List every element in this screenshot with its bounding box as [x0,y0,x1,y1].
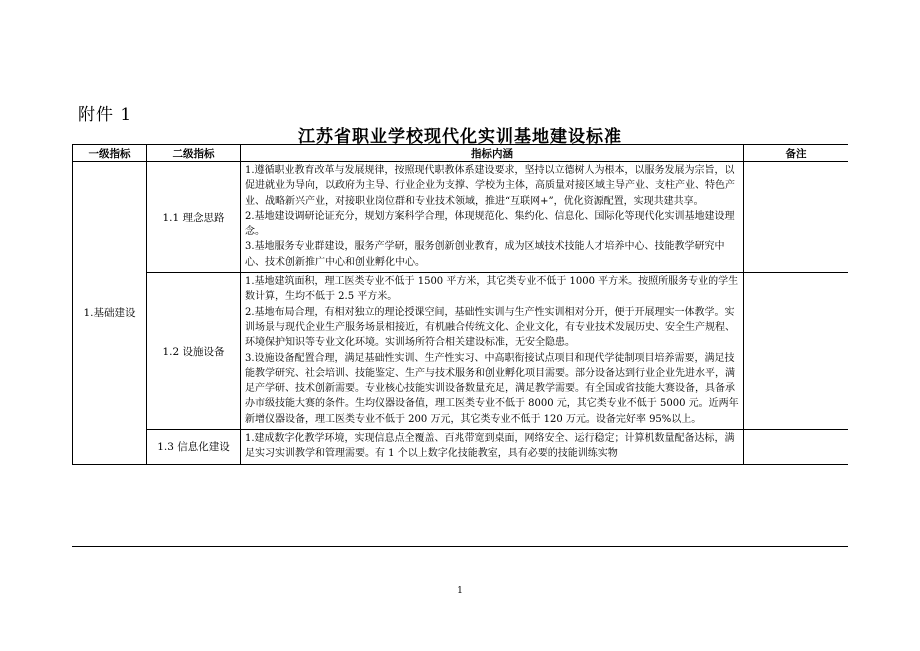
table-header-row [73,145,849,162]
content-paragraph: 1.基地建筑面积，理工医类专业不低于 1500 平方米，其它类专业不低于 1000 平方米。按照所服务专业的学生数计算，生均不低于 2.5 平方米。 [245,276,739,303]
note-cell [744,273,849,430]
level1-cell: 1.基础建设 [73,162,147,465]
content-paragraph: 2.基地布局合理，有相对独立的理论授课空间，基础性实训与生产性实训相对分开，便于开展理实一体教学。实训场景与现代企业生产服务场景相接近，有机融合传统文化、企业文化，有专业技术发展历史、安全生产规程、环境保护知识等专业文化环境。实训场所符合相关建设标准，无安全隐患。 [245,306,735,349]
table-row [73,162,849,273]
content-paragraph: 2.基地建设调研论证充分，规划方案科学合理，体现规范化、集约化、信息化、国际化等现代化实训基地建设理念。 [245,210,735,238]
standards-table [72,144,848,465]
header-level1: 一级指标 [73,145,147,162]
level2-cell: 1.1 理念思路 [147,162,241,273]
content-cell [241,273,744,430]
attachment-label: 附件 1 [78,105,133,125]
table-row [73,273,849,430]
content-paragraph: 1.遵循职业教育改革与发展规律，按照现代职教体系建设要求，坚持以立德树人为根本，以服务发展为宗旨，以促进就业为导向，以政府为主导、行业企业为支撑、学校为主体，高质量对接区域主导产业、支柱产业、特色产业、战略新兴产业，对接职业岗位群和专业技术领域，推进“互联网+”，优化资源配置，实现共建共享。 [245,165,735,207]
content-cell [241,430,744,465]
header-content: 指标内涵 [241,145,744,162]
standards-table-container [72,144,848,547]
content-paragraph: 3.基地服务专业群建设，服务产学研，服务创新创业教育，成为区域技术技能人才培养中心、技能教学研究中心、技术创新推广中心和创业孵化中心。 [245,241,725,268]
note-cell [744,162,849,273]
header-level2: 二级指标 [147,145,241,162]
content-paragraph: 3.设施设备配置合理，满足基础性实训、生产性实习、中高职衔接试点项目和现代学徒制项目培养需要，满足技能教学研究、社会培训、技能鉴定、生产与技术服务和创业孵化项目需要。部分设备达到行业企业先进水平，满足产学研、技术创新需要。专业核心技能实训设备数量充足，满足教学需要。有全国或省技能大赛设备，具备承办市级技能大赛的条件。生均仪器设备值，理工医类专业不低于 8000 元，其它类专业不低于 5000 元。近两年新增仪器设备，理工医类专业不低于 200 万元，其它类专业不低于 120 万元。设备完好率 95%以上。 [245,352,739,425]
table-row [73,430,849,465]
document-title: 江苏省职业学校现代化实训基地建设标准 [298,127,622,147]
level2-cell: 1.3 信息化建设 [147,430,241,465]
page-number: 1 [457,586,463,596]
content-cell [241,162,744,273]
level2-cell: 1.2 设施设备 [147,273,241,430]
header-note: 备注 [744,145,849,162]
note-cell [744,430,849,465]
content-paragraph: 1.建成数字化教学环境，实现信息点全覆盖、百兆带宽到桌面，网络安全、运行稳定；计算机数量配备达标，满足实习实训教学和管理需要。有 1 个以上数字化技能教室，具有必要的技能训练实物 [245,433,735,460]
